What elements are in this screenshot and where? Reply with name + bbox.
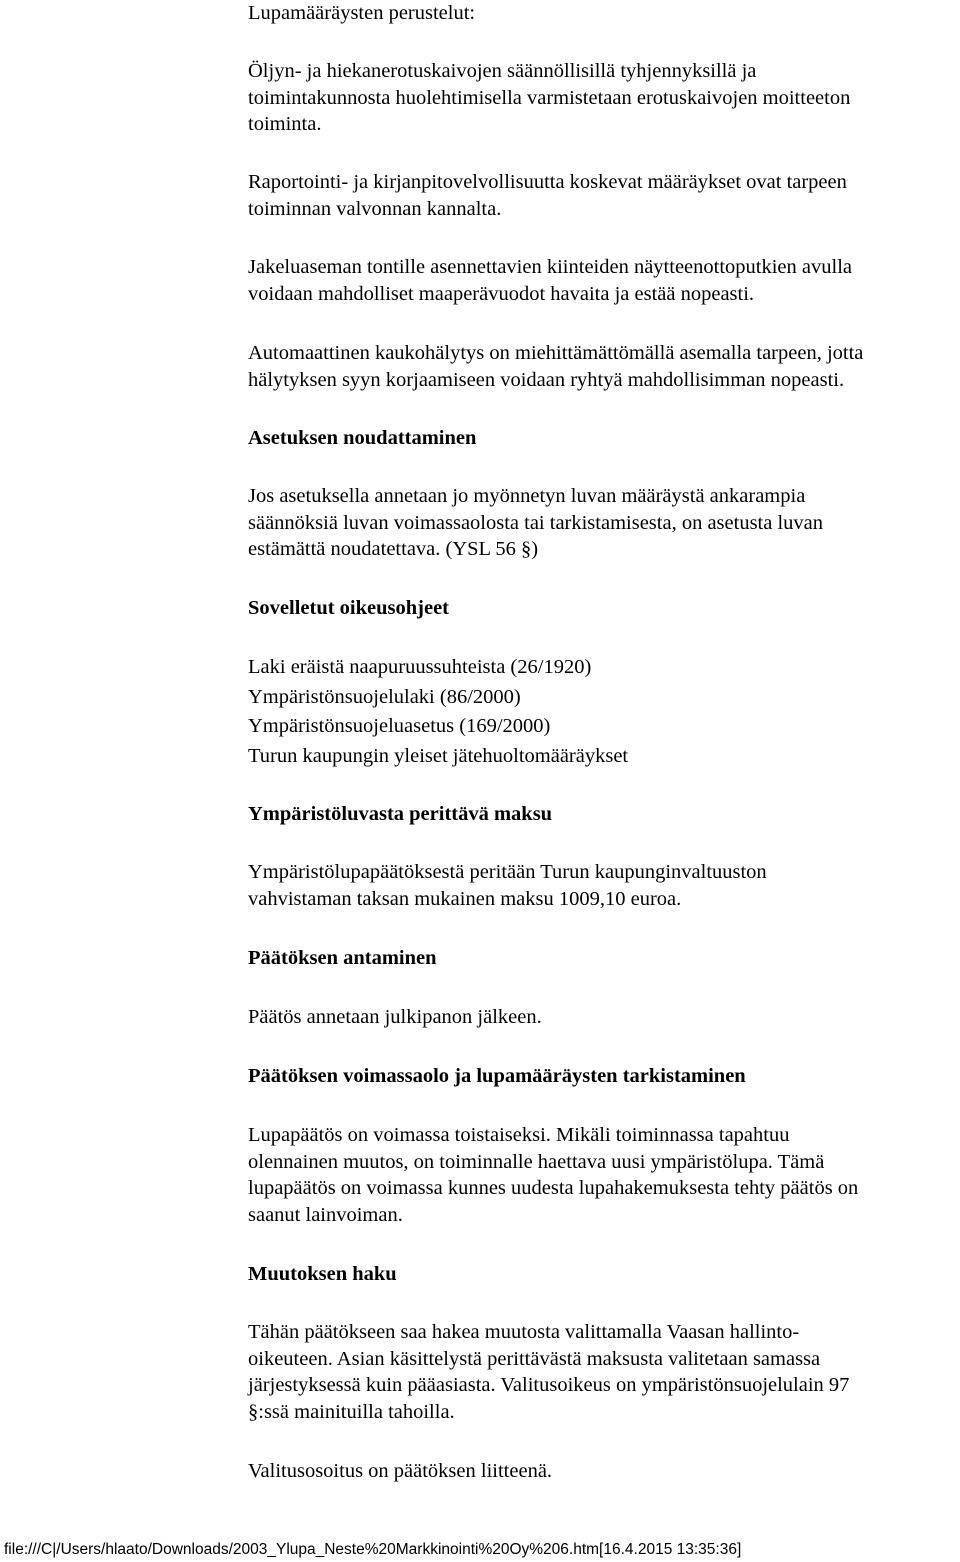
paragraph-appeal — [248, 1319, 849, 1425]
paragraph-fee — [248, 859, 767, 912]
text-line: oikeuteen. Asian käsittelystä perittävästä maksusta valitetaan samassa — [248, 1347, 821, 1370]
text-line: Valitusosoitus on päätöksen liitteenä. — [248, 1460, 553, 1482]
text-line: saanut lainvoiman. — [248, 1203, 403, 1226]
text-line: Tähän päätökseen saa hakea muutosta valittamalla Vaasan hallinto- — [248, 1321, 800, 1343]
list-item: Ympäristönsuojelulaki (86/2000) — [248, 685, 521, 708]
paragraph-sampling — [248, 254, 852, 307]
intro-heading: Lupamääräysten perustelut: — [248, 2, 476, 24]
section-heading-applied-law: Sovelletut oikeusohjeet — [248, 597, 449, 619]
text-line: §:ssä mainituilla tahoilla. — [248, 1400, 455, 1423]
text-line: lupapäätös on voimassa kunnes uudesta lupahakemuksesta tehty päätös on — [248, 1177, 859, 1199]
text-line: Jos asetuksella annetaan jo myönnetyn luvan määräystä ankarampia — [248, 485, 806, 507]
section-heading-fee: Ympäristöluvasta perittävä maksu — [248, 803, 553, 825]
text-line: Lupapäätös on voimassa toistaiseksi. Mikäli toiminnassa tapahtuu — [248, 1124, 790, 1146]
section-heading-validity: Päätöksen voimassaolo ja lupamääräysten tarkistaminen — [248, 1065, 746, 1087]
text-line: järjestyksessä kuin pääasiasta. Valitusoikeus on ympäristönsuojelulain 97 — [248, 1374, 850, 1396]
text-line: toiminta. — [248, 113, 322, 135]
paragraph-alarm — [248, 340, 863, 393]
text-line: Ympäristölupapäätöksestä peritään Turun kaupunginvaltuuston — [248, 861, 767, 883]
text-line: voidaan mahdolliset maaperävuodot havaita ja estää nopeasti. — [248, 282, 755, 305]
text-line: Öljyn- ja hiekanerotuskaivojen säännöllisillä tyhjennyksillä ja — [248, 60, 757, 82]
text-line: Automaattinen kaukohälytys on miehittämättömällä asemalla tarpeen, jotta — [248, 342, 864, 364]
text-line: hälytyksen syyn korjaamiseen voidaan ryhtyä mahdollisimman nopeasti. — [248, 368, 845, 391]
paragraph-attachment — [248, 1458, 552, 1485]
section-heading-issue: Päätöksen antaminen — [248, 947, 437, 969]
text-line: olennainen muutos, on toiminnalle haettava uusi ympäristölupa. Tämä — [248, 1150, 825, 1173]
text-line: toimintakunnosta huolehtimisella varmistetaan erotuskaivojen moitteeton — [248, 86, 851, 109]
paragraph-validity — [248, 1122, 858, 1228]
section-heading-decree: Asetuksen noudattaminen — [248, 427, 477, 449]
paragraph-oil-separators — [248, 58, 850, 138]
paragraph-reporting — [248, 169, 847, 222]
text-line: Jakeluaseman tontille asennettavien kiinteiden näytteenottoputkien avulla — [248, 256, 852, 278]
paragraph-issue — [248, 1004, 542, 1031]
text-line: toiminnan valvonnan kannalta. — [248, 197, 502, 220]
file-path-footer: file:///C|/Users/hlaato/Downloads/2003_Ylupa_Neste%20Markkinointi%20Oy%206.htm[16.4.2015 13:35:36] — [4, 1541, 742, 1558]
section-heading-appeal: Muutoksen haku — [248, 1263, 397, 1285]
text-line: säännöksiä luvan voimassaolosta tai tarkistamisesta, on asetusta luvan — [248, 511, 824, 534]
paragraph-decree — [248, 483, 823, 563]
list-item: Ympäristönsuojeluasetus (169/2000) — [248, 715, 551, 737]
text-line: Raportointi- ja kirjanpitovelvollisuutta koskevat määräykset ovat tarpeen — [248, 171, 847, 193]
text-line: vahvistaman taksan mukainen maksu 1009,10 euroa. — [248, 887, 682, 910]
list-item: Laki eräistä naapuruussuhteista (26/1920) — [248, 656, 592, 678]
text-line: estämättä noudatettava. (YSL 56 §) — [248, 538, 539, 560]
text-line: Päätös annetaan julkipanon jälkeen. — [248, 1006, 542, 1028]
list-item: Turun kaupungin yleiset jätehuoltomääräykset — [248, 744, 629, 767]
applied-law-list — [248, 653, 628, 771]
